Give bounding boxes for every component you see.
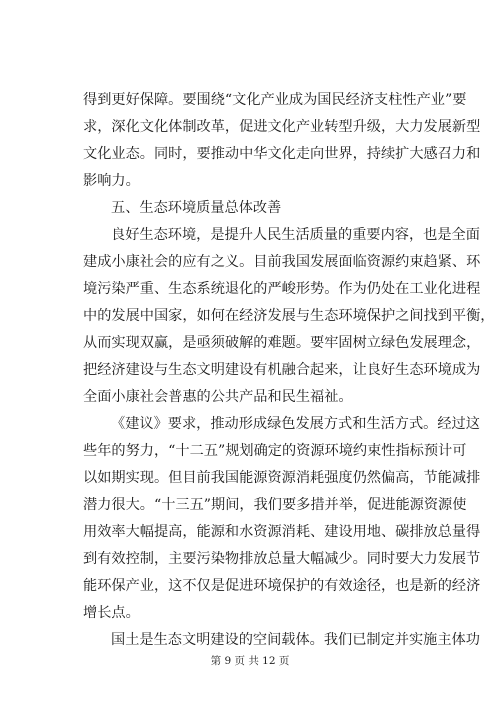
text-line: 文化业态。同时，要推动中华文化走向世界，持续扩大感召力和 — [83, 146, 481, 162]
text-line: 潜力很大。“十三五”期间，我们要多措并举，促进能源资源使 — [83, 497, 467, 513]
text-line: 求，深化文化体制改革，促进文化产业转型升级，大力发展新型 — [83, 119, 481, 135]
text-line: 良好生态环境，是提升人民生活质量的重要内容，也是全面 — [111, 227, 480, 243]
text-line: 以如期实现。但目前我国能源资源消耗强度仍然偏高，节能减排 — [83, 470, 481, 486]
text-line: 增长点。 — [83, 605, 140, 621]
text-line: 全面小康社会普惠的公共产品和民生福祉。 — [83, 389, 353, 405]
text-line: 从而实现双赢，是亟须破解的难题。要牢固树立绿色发展理念， — [83, 335, 481, 351]
text-line: 国土是生态文明建设的空间载体。我们已制定并实施主体功 — [111, 632, 480, 648]
text-line: 《建议》要求，推动形成绿色发展方式和生活方式。经过这 — [111, 416, 480, 432]
text-line: 能环保产业，这不仅是促进环境保护的有效途径，也是新的经济 — [83, 578, 481, 594]
text-line: 影响力。 — [83, 173, 140, 189]
text-line: 把经济建设与生态文明建设有机融合起来，让良好生态环境成为 — [83, 362, 481, 378]
text-line: 些年的努力，“十二五”规划确定的资源环境约束性指标预计可 — [83, 443, 467, 459]
text-line: 中的发展中国家，如何在经济发展与生态环境保护之间找到平衡， — [83, 308, 495, 324]
text-line: 到有效控制，主要污染物排放总量大幅减少。同时要大力发展节 — [83, 551, 481, 567]
text-line: 境污染严重、生态系统退化的严峻形势。作为仍处在工业化进程 — [83, 281, 481, 297]
text-line: 用效率大幅提高，能源和水资源消耗、建设用地、碳排放总量得 — [83, 524, 481, 540]
section-heading: 五、生态环境质量总体改善 — [111, 200, 282, 216]
page-number-footer: 第 9 页 共 12 页 — [210, 655, 290, 667]
text-line: 得到更好保障。要围绕“文化产业成为国民经济支柱性产业”要 — [83, 92, 467, 108]
text-line: 建成小康社会的应有之义。目前我国发展面临资源约束趋紧、环 — [83, 254, 481, 270]
